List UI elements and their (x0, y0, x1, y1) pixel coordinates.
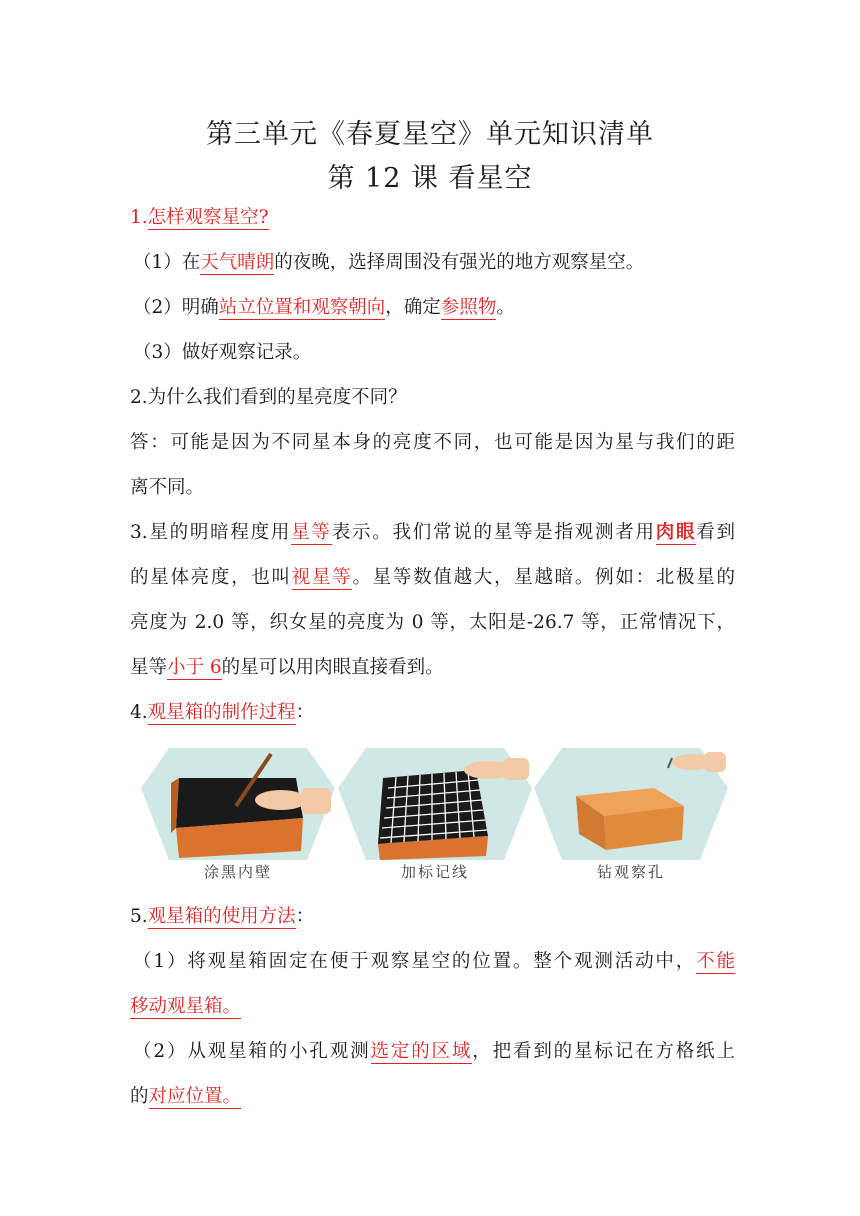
question-1-title: 怎样观察星空? (147, 207, 269, 228)
q3-highlight-naked-eye: 肉眼 (655, 522, 697, 543)
q5-item-2-text-a: （2）从观星箱的小孔观测 (133, 1041, 371, 1062)
q5-item-2-line-1 (133, 1040, 735, 1064)
question-5-colon: ： (295, 906, 315, 927)
q5-highlight-cannot: 不能 (696, 951, 735, 972)
photo-caption-3: 钻观察孔 (596, 863, 665, 881)
star-box-photos (141, 748, 725, 890)
question-5-heading: 观星箱的使用方法 (147, 906, 296, 927)
q1-item-2-text-a: （2）明确 (133, 297, 219, 318)
q5-highlight-position: 对应位置。 (148, 1086, 242, 1107)
question-2-title: 2.为什么我们看到的星亮度不同？ (130, 387, 407, 408)
photo-caption-1: 涂黑内壁 (203, 863, 272, 881)
question-1-number: 1. (130, 207, 148, 228)
q3-l2-text-a: 的星体亮度，也叫 (130, 567, 292, 588)
q1-item-2 (133, 296, 738, 320)
photo-caption-2: 加标记线 (400, 863, 469, 881)
question-5-number: 5. (130, 906, 148, 927)
question-2-answer-line-2: 离不同。 (130, 477, 205, 498)
q1-item-3: （3）做好观察记录。 (133, 342, 312, 363)
q1-item-1-highlight: 天气晴朗 (200, 252, 275, 273)
question-5-title (130, 905, 735, 929)
q1-item-1 (133, 251, 738, 275)
q3-l1-text-c: 表示。我们常说的星等是指观测者用 (331, 522, 656, 543)
q3-l1-text-e: 看到 (696, 522, 735, 543)
unit-title: 第三单元《春夏星空》单元知识清单 (206, 119, 654, 150)
q5-item-1-line-2 (130, 995, 735, 1019)
q1-item-1-text-a: （1）在 (133, 252, 201, 273)
question-4-heading: 观星箱的制作过程 (147, 702, 296, 723)
q3-highlight-less-than-6: 小于 6 (167, 657, 222, 678)
q3-highlight-magnitude: 星等 (291, 522, 332, 543)
q3-l1-text-a: 3.星的明暗程度用 (130, 522, 292, 543)
q5-item-2-text-c: ，把看到的星标记在方格纸上 (472, 1041, 735, 1062)
q1-item-2-text-c: ，确定 (385, 297, 441, 318)
question-4-colon: ： (295, 702, 315, 723)
q3-l4-text-c: 的星可以用肉眼直接看到。 (221, 657, 444, 678)
q1-item-2-highlight-2: 参照物 (440, 297, 497, 318)
question-4-title (130, 701, 735, 725)
question-4-number: 4. (130, 702, 148, 723)
q1-item-1-text-c: 的夜晚，选择周围没有强光的地方观察星空。 (274, 252, 645, 273)
drill-hole-photo (534, 748, 728, 890)
q5-item-2-line-2 (130, 1085, 735, 1109)
q5-item-1-line-1 (133, 950, 735, 974)
q5-item-2-text-d: 的 (130, 1086, 149, 1107)
lesson-title: 第 12 课 看星空 (327, 163, 533, 194)
q1-item-2-text-e: 。 (496, 297, 515, 318)
q3-highlight-apparent-magnitude: 视星等 (291, 567, 353, 588)
grid-lines-photo (338, 748, 532, 890)
question-3-line-2 (130, 566, 735, 590)
q5-item-1-text: （1）将观星箱固定在便于观察星空的位置。整个观测活动中， (133, 951, 697, 972)
q5-highlight-move-box: 移动观星箱。 (130, 996, 242, 1017)
question-3-line-3: 亮度为 2.0 等，织女星的亮度为 0 等，太阳是-26.7 等，正常情况下， (130, 612, 735, 633)
question-1 (130, 206, 735, 230)
question-3-line-4 (130, 656, 735, 680)
paint-inside-black-photo (141, 748, 335, 890)
question-2-answer-line-1: 答：可能是因为不同星本身的亮度不同，也可能是因为星与我们的距 (130, 432, 735, 453)
q3-l2-text-c: 。星等数值越大，星越暗。例如：北极星的 (352, 567, 735, 588)
q5-highlight-selected-area: 选定的区域 (370, 1041, 473, 1062)
q1-item-2-highlight-1: 站立位置和观察朝向 (218, 297, 386, 318)
question-3-line-1 (130, 521, 735, 545)
q3-l4-text-a: 星等 (130, 657, 168, 678)
